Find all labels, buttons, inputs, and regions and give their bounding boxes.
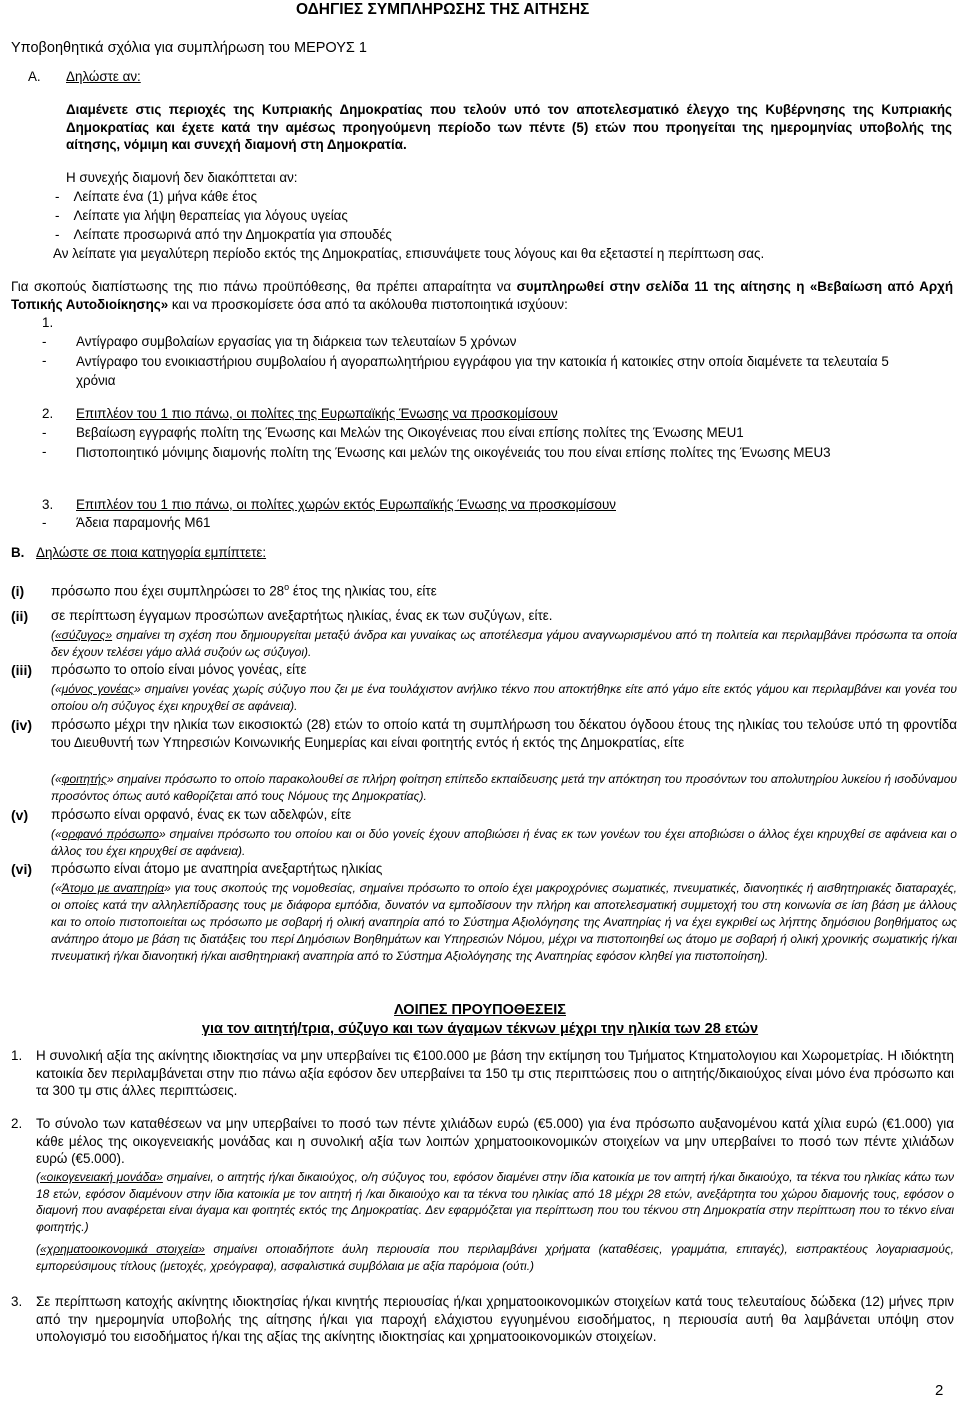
section-a-letter: Α. xyxy=(28,69,41,84)
list3-heading: Επιπλέον του 1 πιο πάνω, οι πολίτες χωρών εκτός Ευρωπαϊκής Ένωσης να προσκομίσουν xyxy=(76,497,616,512)
item-i-text: πρόσωπο που έχει συμπληρώσει το $28^o$ έτος της ηλικίας του, είτε xyxy=(51,582,437,599)
item-ii-note: («σύζυγος» σημαίνει τη σχέση που δημιουργείται μεταξύ άνδρα και γυναίκας ως αποτέλεσμα γάμου αναγνωρισμένου από τη πολιτεία και περιλαμβάνει πρόσωπα τα οποία δεν έχουν τελέσει γάμο αλλά συζούν ως σύζυγοι). xyxy=(51,628,957,660)
longer-absence-note: Αν λείπατε για μεγαλύτερη περίοδο εκτός της Δημοκρατίας, επισυνάψετε τους λόγους και θα εξεταστεί η περίπτωση σας. xyxy=(53,246,765,261)
list1-dash-2: - xyxy=(42,353,47,368)
item-vi-text: πρόσωπο είναι άτομο με αναπηρία ανεξαρτήτως ηλικίας xyxy=(51,861,383,876)
continuity-heading: Η συνεχής διαμονή δεν διακόπτεται αν: xyxy=(66,170,298,185)
list1-item-2: Αντίγραφο του ενοικιαστήριου συμβολαίου ή αγοραπωλητήριου εγγράφου για την κατοικία ή κατοικίες στην οποία διαμένετε τα τελευταία 5 χρόνια xyxy=(76,354,889,388)
list2-heading: Επιπλέον του 1 πιο πάνω, οι πολίτες της Ευρωπαϊκής Ένωσης να προσκομίσουν xyxy=(76,406,558,421)
continuity-list xyxy=(55,187,392,244)
list3-item-1: Άδεια παραμονής Μ61 xyxy=(76,515,211,530)
item-iv-note: («φοιτητής» σημαίνει πρόσωπο το οποίο παρακολουθεί σε πλήρη φοίτηση επίπεδο εκπαίδευσης μετά την απόκτηση του προσόντων του απολυτηρίου λυκείου ή ισοδύναμου προσόντος όπως αυτό καθορίζεται από τους Νόμους της Δημοκρατίας). xyxy=(51,772,957,804)
item-iv-text: πρόσωπο μέχρι την ηλικία των εικοσιοκτώ (28) ετών το οποίο κατά τη συμπλήρωση του δέκατου όγδοου έτους της ηλικίας του τελούσε υπό τη φροντίδα του Διευθυντή των Υπηρεσιών Κοινωνικής Ευημερίας και είναι φοιτητής εντός ή εκτός της Δημοκρατίας, είτε xyxy=(51,717,957,750)
condition-2-number: 2. xyxy=(11,1116,23,1131)
list2-dash-1: - xyxy=(42,425,47,440)
document-title: ΟΔΗΓΙΕΣ ΣΥΜΠΛΗΡΩΣΗΣ ΤΗΣ ΑΙΤΗΣΗΣ xyxy=(296,1,590,18)
residence-paragraph: Διαμένετε στις περιοχές της Κυπριακής Δημοκρατίας που τελούν υπό τον αποτελεσματικό έλεγχο της Κυβέρνησης της Κυπριακής Δημοκρατίας και έχετε κατά την αμέσως προηγούμενη περίοδο των πέντε (5) ετών που προηγείται της ημερομηνίας υποβολής της αίτησης, νόμιμη και συνεχή διαμονή στη Δημοκρατία. xyxy=(66,102,952,152)
document-subtitle: Υποβοηθητικά σχόλια για συμπλήρωση του ΜΕΡΟΥΣ 1 xyxy=(11,40,367,56)
item-iv-number: (iv) xyxy=(11,717,32,733)
other-conditions-heading: ΛΟΙΠΕΣ ΠΡΟΥΠΟΘΕΣΕΙΣ xyxy=(394,1002,566,1018)
item-iii-number: (iii) xyxy=(11,662,32,678)
item-vi-note: («Άτομο με αναπηρία» για τους σκοπούς της νομοθεσίας, σημαίνει πρόσωπο το οποίο έχει μακροχρόνιες σωματικές, πνευματικές, διανοητικές ή αισθητηριακές διαταραχές, οι οποίες κατά την αλληλεπίδρασης τους με διάφορα εμπόδια, δυνατόν να εμποδίσουν την πλήρη και αποτελεσματική συμμετοχή του στη κοινωνία σε ίση βάση με άλλους και το οποίο πιστοποιείται ως πρόσωπο με σοβαρή ή ολική αναπηρία από το Σύστημα Αξιολόγησης της Αναπηρίας ή να έχει εγκριθεί ως λήπτης δημόσιου βοηθήματος ως ανάπηρο άτομο με βάση τις διατάξεις του περί Δημόσιων Βοηθημάτων και Υπηρεσιών Νόμου, μέχρι να πιστοποιηθεί ως άτομο με σοβαρή ή ολική χρονικής σωματικής ή/και πνευματική ή/και διανοητική ή/και αισθητηριακή αναπηρία από το Σύστημα Αξιολόγησης της Αναπηρίας εφόσον κληθεί για πιστοποίηση). xyxy=(51,881,958,963)
list2-item-1: Βεβαίωση εγγραφής πολίτη της Ένωσης και Μελών της Οικογένειας που είναι επίσης πολίτες της Ένωσης MEU1 xyxy=(76,425,744,440)
list1-item-1: Αντίγραφο συμβολαίων εργασίας για τη διάρκεια των τελευταίων 5 χρόνων xyxy=(76,334,517,349)
condition-2-text: Το σύνολο των καταθέσεων να μην υπερβαίνει το ποσό των πέντε χιλιάδων ευρώ (€5.000) για ένα πρόσωπο αυξανομένου κατά χίλια ευρώ (€1.000) για κάθε μέλος της οικογενειακής μονάδας και η συνολική αξία των λοιπών χρηματοοικονομικών στοιχείων να μην υπερβαίνει το ποσό των πέντε χιλιάδων ευρώ (€5.000). xyxy=(36,1116,954,1166)
page-number: 2 xyxy=(935,1382,944,1399)
list-item: - Λείπατε για λήψη θεραπείας για λόγους υγείας xyxy=(55,208,348,223)
list2-dash-2: - xyxy=(42,444,47,459)
item-ii-text: σε περίπτωση έγγαμων προσώπων ανεξαρτήτως ηλικίας, ένας εκ των συζύγων, είτε. xyxy=(51,608,553,623)
condition-1-text: Η συνολική αξία της ακίνητης ιδιοκτησίας να μην υπερβαίνει τις €100.000 με βάση την εκτίμηση του Τμήματος Κτηματολογιου και Χωρομετρίας. Η ιδιόκτητη κατοικία δεν περιλαμβάνεται στην πιο πάνω αξία εφόσον δεν υπερβαίνει τα 150 τμ στις περιπτώσεις που ο αιτητής/δικαιούχος είναι μόνο ένα πρόσωπο και τα 300 τμ στις άλλες περιπτώσεις. xyxy=(36,1048,954,1098)
list2-number: 2. xyxy=(42,406,54,421)
purpose-paragraph: Για σκοπούς διαπίστωσης της πιο πάνω προϋπόθεσης, θα πρέπει απαραίτητα να συμπληρωθεί στην σελίδα 11 της αίτησης η «Βεβαίωση από Αρχή Τοπικής Αυτοδιοίκησης» και να προσκομίσετε όσα από τα ακόλουθα πιστοποιητικά ισχύουν: xyxy=(11,279,954,312)
condition-3-number: 3. xyxy=(11,1294,23,1309)
list2-item-2: Πιστοποιητικό μόνιμης διαμονής πολίτη της Ένωσης και μελών της οικογένειάς του που είναι επίσης πολίτες της Ένωσης MEU3 xyxy=(76,445,831,460)
item-vi-number: (vi) xyxy=(11,861,32,877)
list-item: - Λείπατε προσωρινά από την Δημοκρατία για σπουδές xyxy=(55,227,392,242)
section-b-heading: Δηλώστε σε ποια κατηγορία εμπίπτετε: xyxy=(36,545,267,560)
condition-2-note-family: («οικογενειακή μονάδα» σημαίνει, ο αιτητής ή/και δικαιούχος, ο/η σύζυγος του, εφόσον διαμένει στην ίδια κατοικία με τον αιτητή ή/και δικαιούχο, τα τέκνα του ηλικίας κάτω των 18 ετών, εφόσον διαμένουν στην ίδια κατοικία με τον αιτητή ή /και δικαιούχο και τα τέκνα του ηλικίας από 18 μέχρι 28 ετών, ανεξάρτητα του χώρου διαμονής τους, εφόσον ο διαμονή που αναφέρεται είναι άγαμα και φοιτητές εκτός της Δημοκρατίας. Δεν εφαρμόζεται για περίπτωση που του τέκνου στη Δημοκρατία στην περίπτωση που το τέκνο είναι φοιτητής.) xyxy=(36,1170,954,1234)
section-a-heading: Δηλώστε αν: xyxy=(66,69,141,84)
list1-dash-1: - xyxy=(42,334,47,349)
item-i-number: (i) xyxy=(11,583,25,599)
condition-1-number: 1. xyxy=(11,1048,23,1063)
condition-3-text: Σε περίπτωση κατοχής ακίνητης ιδιοκτησίας ή/και κινητής περιουσίας ή/και χρηματοοικονομικών στοιχείων κατά τους τελευταίους δώδεκα (12) μήνες πριν από την ημερομηνία υποβολής της αίτησης ή/και για παροχή ελάχιστου εγγυημένου εισοδήματος, η περιουσία αυτή θα λαμβάνεται υπόψη στον υπολογισμό του εισοδήματος ή/και της αξίας της ακίνητης ιδιοκτησίας και χρηματοοικονομικών στοιχείων. xyxy=(36,1294,954,1344)
item-v-note: («ορφανό πρόσωπο» σημαίνει πρόσωπο του οποίου και οι δύο γονείς έχουν αποβιώσει ή ένας εκ των γονέων του έχει αποβιώσει ο άλλος έχει κηρυχθεί σε αφάνεια και ο άλλος του έχει κηρυχθεί σε αφάνεια). xyxy=(51,827,957,859)
condition-2-note-financial: («χρηματοοικονομικά στοιχεία» σημαίνει οποιαδήποτε άυλη περιουσία που περιλαμβάνει χρήματα (καταθέσεις, γραμμάτια, επιταγές), εισπρακτέους λογαριασμούς, εμπορεύσιμους τίτλους (μετοχές, χρεόγραφα), ασφαλιστικά συμβόλαια με αξία παρόμοια (ούτι.) xyxy=(36,1242,954,1273)
other-conditions-subheading: για τον αιτητή/τρια, σύζυγο και των άγαμων τέκνων μέχρι την ηλικία των 28 ετών xyxy=(201,1021,759,1037)
item-iii-text: πρόσωπο το οποίο είναι μόνος γονέας, είτε xyxy=(51,662,307,677)
list1-number: 1. xyxy=(42,315,54,330)
item-ii-number: (ii) xyxy=(11,608,29,624)
list-item: - Λείπατε ένα (1) μήνα κάθε έτος xyxy=(55,189,258,204)
list3-number: 3. xyxy=(42,497,54,512)
list3-dash-1: - xyxy=(42,515,47,530)
item-v-number: (v) xyxy=(11,807,29,823)
section-b-letter: Β. xyxy=(11,545,25,560)
item-iii-note: («μόνος γονέας» σημαίνει γονέας χωρίς σύζυγο που ζει με ένα τουλάχιστον ανήλικο τέκνο που αποκτήθηκε είτε από γάμο είτε εκτός γάμου και περιλαμβάνει και γονέα του οποίου ο/η σύζυγος έχει κηρυχθεί σε αφάνεια). xyxy=(51,682,958,714)
item-v-text: πρόσωπο είναι ορφανό, ένας εκ των αδελφών, είτε xyxy=(51,807,352,822)
